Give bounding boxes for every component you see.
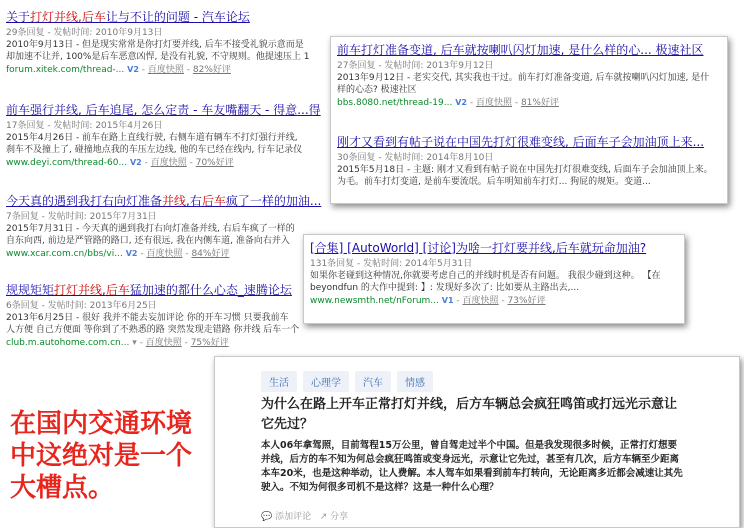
topic-tags (261, 371, 439, 392)
result-url-line: forum.xitek.com/thread-... V2 - 百度快照 - 82%好评 (6, 65, 231, 75)
result-title[interactable]: [合集] [AutoWorld] [讨论]为啥一打灯要并线,后车就玩命加油? (310, 241, 647, 255)
cache-link[interactable]: 百度快照 (150, 158, 187, 168)
result-snippet: 2015年7月31日 - 今天真的遇到我打右向灯准备并线, 右后车疯了一样的 (6, 224, 295, 234)
rating-link[interactable]: 82%好评 (192, 65, 231, 75)
share-button[interactable]: 分享 (330, 512, 349, 522)
topic-tag[interactable]: 心理学 (303, 371, 349, 392)
search-results-panel-2 (330, 36, 728, 204)
result-snippet: 自东向西, 前边是严管路的路口, 还有很远, 我在内侧车道, 准备向右并入 (6, 236, 290, 246)
result-snippet: 2013年6月25日 - 很好 我并不能去妄加评论 你的开车习惯 只要我前车 (6, 313, 289, 323)
result-item (310, 241, 680, 307)
caption-text: 在国内交通环境中这绝对是一个大槽点。 (10, 409, 193, 503)
topic-tag[interactable]: 情感 (397, 371, 433, 392)
result-meta: 29条回复 - 发帖时间: 2010年9月13日 (6, 28, 163, 38)
result-snippet: 2015年4月26日 - 前车在路上直线行驶, 右侧车道有辆车不打灯强行并线, (6, 133, 298, 143)
result-meta: 131条回复 - 发帖时间: 2014年5月31日 (310, 259, 473, 269)
rating-link[interactable]: 70%好评 (195, 158, 234, 168)
question-title: 为什么在路上开车正常打灯并线，后方车辆总会疯狂鸣笛或打远光示意让它先过？ (261, 397, 678, 432)
rating-link[interactable]: 84%好评 (191, 249, 230, 259)
cache-link[interactable]: 百度快照 (462, 296, 499, 306)
result-url[interactable]: forum.xitek.com/thread-... (6, 65, 125, 75)
result-snippet: 2010年9月13日 - 但是现实常常是你打灯要并线, 后车不接受礼貌示意而是 (6, 40, 304, 50)
result-title[interactable]: 规规矩矩打灯并线,后车猛加速的都什么心态_速腾论坛 (6, 283, 292, 297)
result-snippet: 2013年9月12日 - 老实交代, 其实我也干过。前车打灯准备变道, 后车就按喇叭闪灯加速, 是什 (337, 73, 710, 83)
result-url[interactable]: www.deyi.com/thread-60... (6, 158, 128, 168)
result-title[interactable]: 刚才又看到有帖子说在中国先打灯很难变线, 后面车子会加油顶上来... (337, 135, 705, 149)
result-meta: 7条回复 - 发帖时间: 2015年7月31日 (6, 212, 157, 222)
result-snippet: 刹车不及撞上了, 碰撞地点我的车压左边线, 他的车已经在线内, 行车记录仪 (6, 145, 303, 155)
cache-link[interactable]: 百度快照 (475, 98, 512, 108)
result-url-line: www.xcar.com.cn/bbs/vi... V2 - 百度快照 - 84%好评 (6, 249, 230, 259)
topic-tag[interactable]: 生活 (261, 371, 297, 392)
result-title[interactable]: 关于打灯并线,后车让与不让的问题 - 汽车论坛 (6, 10, 250, 24)
result-url-line: bbs.8080.net/thread-19... V2 - 百度快照 - 81%好评 (337, 98, 559, 108)
rating-link[interactable]: 81%好评 (520, 98, 559, 108)
result-snippet: 2015年5月18日 - 主题: 刚才又看到有帖子说在中国先打灯很难变线, 后面车子会加油顶上来。 (337, 165, 713, 175)
question-card (214, 356, 740, 528)
cache-link[interactable]: 百度快照 (145, 338, 182, 348)
result-meta: 6条回复 - 发帖时间: 2013年6月25日 (6, 301, 157, 311)
result-item (337, 43, 723, 109)
topic-tag[interactable]: 汽车 (355, 371, 391, 392)
result-snippet: 样的心态? 极速社区 (337, 85, 417, 95)
result-title[interactable]: 前车强行并线, 后车追尾, 怎么定责 - 车友嘴翻天 - 得意...得 (6, 103, 321, 117)
result-snippet: 为毛。前车打灯变道, 是前车要流氓。后车明知前车打灯... 狗屁的规矩。变道... (337, 177, 651, 187)
result-url-line: club.m.autohome.com.cn... ▾ - 百度快照 - 75%好评 (6, 338, 229, 348)
result-title[interactable]: 前车打灯准备变道, 后车就按喇叭闪灯加速, 是什么样的心... 极速社区 (337, 43, 704, 57)
result-snippet: 却加速不让并, 100%是后车恶意凶悍, 是没有礼貌, 不守规则。他提速压上 1 (6, 52, 310, 62)
result-snippet: 如果你老碰到这种情况,你就要考虑自己的并线时机是否有问题。 我很少碰到这种。 【在 (310, 271, 661, 281)
result-url[interactable]: www.newsmth.net/nForum... (310, 296, 439, 306)
share-icon: ↗ (319, 512, 328, 522)
question-body: 本人06年拿驾照，目前驾程15万公里，曾自驾走过半个中国。但是我发现很多时候，正常打灯想要并线，后方的车不知为何总会疯狂鸣笛或变身远光，示意让它先过，甚至有几次，后方车辆至少距离本车20米，也是这种举动，让人费解。本人驾车如果看到前车打转向，无论距离多近都会减速让其先驶入。不知为何很多司机不是这样？这是一种什么心理？ (261, 440, 683, 493)
result-meta: 17条回复 - 发帖时间: 2015年4月26日 (6, 121, 163, 131)
result-snippet: 人方便 自己方便面 等你到了不熟悉的路 突然发现走错路 你并线 后车一个 (6, 325, 300, 335)
result-url[interactable]: club.m.autohome.com.cn... (6, 338, 130, 348)
cache-link[interactable]: 百度快照 (146, 249, 183, 259)
result-meta: 27条回复 - 发帖时间: 2013年9月12日 (337, 61, 494, 71)
result-meta: 30条回复 - 发帖时间: 2014年8月10日 (337, 153, 494, 163)
comment-icon: 💬 (261, 512, 273, 522)
result-item (337, 135, 723, 188)
result-url[interactable]: www.xcar.com.cn/bbs/vi... (6, 249, 123, 259)
result-url-line: www.newsmth.net/nForum... V1 - 百度快照 - 73%好评 (310, 296, 546, 306)
result-snippet: beyondfun 的大作中提到: 】: 发现好多次了: 比如要从主路出去,... (310, 283, 580, 293)
result-title[interactable]: 今天真的遇到我打右向灯准备并线,右后车疯了一样的加油... (6, 194, 322, 208)
result-url[interactable]: bbs.8080.net/thread-19... (337, 98, 453, 108)
add-comment-button[interactable]: 添加评论 (275, 512, 312, 522)
question-footer (261, 509, 348, 522)
result-url-line: www.deyi.com/thread-60... V2 - 百度快照 - 70%好评 (6, 158, 234, 168)
rating-link[interactable]: 73%好评 (507, 296, 546, 306)
cache-link[interactable]: 百度快照 (147, 65, 184, 75)
rating-link[interactable]: 75%好评 (190, 338, 229, 348)
search-results-panel-3 (303, 234, 685, 324)
